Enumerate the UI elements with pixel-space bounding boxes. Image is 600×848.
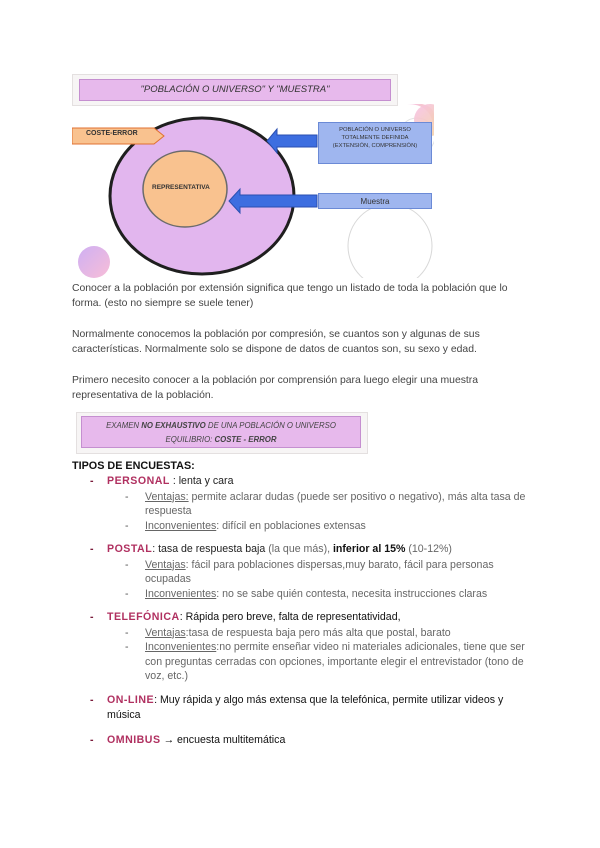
sub-bullet: -: [125, 558, 129, 571]
sub-bullet: -: [125, 587, 129, 600]
diagram-image: [72, 74, 434, 278]
diagram-title-frame: [72, 74, 398, 106]
inconvenientes-text: : difícil en poblaciones extensas: [216, 519, 366, 532]
exam-banner-line-1: [82, 419, 360, 433]
inconvenientes-text: : no se sabe quién contesta, necesita instrucciones claras: [216, 587, 488, 600]
ventajas-text: permite aclarar dudas (puede ser positivo o negativo), más alta tasa de respuesta: [145, 490, 526, 517]
postal-desc-1: : tasa de respuesta baja: [152, 543, 269, 555]
equilibrio-label: EQUILIBRIO:: [165, 435, 215, 444]
poblacion-box-line-2: TOTALMENTE DEFINIDA: [341, 135, 409, 141]
ventajas-label: Ventajas: [145, 626, 186, 639]
exam-banner-prefix: EXAMEN: [106, 421, 142, 430]
postal-desc-4: (10-12%): [405, 543, 452, 555]
item-personal: [90, 474, 530, 533]
telefonica-ventajas: [125, 626, 530, 641]
exam-banner-line-2: [82, 433, 360, 447]
bullet: -: [90, 734, 94, 746]
ventajas-text: :tasa de respuesta baja pero más alta que postal, barato: [185, 626, 451, 639]
diagram-title: "POBLACIÓN O UNIVERSO" Y "MUESTRA": [79, 79, 391, 101]
coste-error-label: COSTE-ERROR: [86, 130, 138, 137]
omnibus-desc: → encuesta multitemática: [160, 734, 286, 746]
personal-key: PERSONAL: [107, 475, 170, 487]
body-text: [72, 281, 532, 403]
exam-banner-emphasis: NO EXHAUSTIVO: [141, 421, 206, 430]
item-postal: [90, 542, 530, 601]
postal-desc-2: (la que más),: [268, 543, 333, 555]
personal-desc: : lenta y cara: [169, 475, 234, 487]
omnibus-key: OMNIBUS: [107, 734, 161, 746]
item-telefonica: [90, 610, 530, 684]
bullet: -: [90, 475, 94, 487]
item-omnibus: [90, 733, 530, 748]
paragraph-extension: Conocer a la población por extensión significa que tengo un listado de toda la población que lo forma. (esto no siempre se suele tener): [72, 283, 508, 309]
bullet: -: [90, 611, 94, 623]
muestra-box: Muestra: [318, 193, 432, 209]
personal-inconvenientes: [125, 519, 530, 534]
poblacion-box: [318, 122, 432, 164]
online-key: ON-LINE: [107, 694, 155, 706]
ventajas-label: Ventajas: [145, 558, 186, 571]
exam-banner-frame: [76, 412, 368, 454]
poblacion-box-line-3: (EXTENSIÓN, COMPRENSIÓN): [332, 143, 418, 149]
item-online: [90, 693, 530, 722]
inconvenientes-label: Inconvenientes: [145, 587, 217, 600]
inconvenientes-text: :no permite enseñar video ni materiales adicionales, tiene que ser con preguntas cerradas con opciones, importante elegir el entrevistador (tono de voz, etc.): [145, 641, 525, 682]
paragraph-comprension: Primero necesito conocer a la población por comprensión para luego elegir una muestra representativa de la población.: [72, 375, 479, 401]
exam-banner: [81, 416, 361, 448]
postal-key: POSTAL: [107, 543, 153, 555]
paragraph-compresion: Normalmente conocemos la población por compresión, se cuantos son y algunas de sus características. Normalmente solo se dispone de datos de cuantos son, su sexo y edad.: [72, 329, 480, 355]
postal-inconvenientes: [125, 587, 530, 602]
online-desc: : Muy rápida y algo más extensa que la telefónica, permite utilizar videos y música: [107, 694, 504, 721]
poblacion-box-line-1: POBLACIÓN O UNIVERSO: [339, 127, 411, 133]
personal-ventajas: [125, 490, 530, 519]
inconvenientes-label: Inconvenientes: [145, 641, 217, 653]
postal-ventajas: [125, 558, 530, 587]
exam-banner-suffix: DE UNA POBLACIÓN O UNIVERSO: [205, 421, 336, 430]
sub-bullet: -: [125, 641, 129, 653]
telefonica-inconvenientes: [125, 640, 530, 684]
sub-bullet: -: [125, 626, 129, 639]
telefonica-key: TELEFÓNICA: [107, 611, 180, 623]
inconvenientes-label: Inconvenientes: [145, 519, 217, 532]
ventajas-label: Ventajas:: [145, 490, 189, 503]
postal-desc-3: inferior al 15%: [332, 543, 406, 555]
sub-bullet: -: [125, 490, 129, 503]
bullet: -: [90, 694, 94, 706]
tipos-heading: TIPOS DE ENCUESTAS:: [72, 460, 195, 472]
telefonica-desc: : Rápida pero breve, falta de representatividad,: [179, 611, 401, 623]
representativa-label: REPRESENTATIVA: [152, 184, 210, 191]
coste-error-emphasis: COSTE - ERROR: [214, 435, 277, 444]
sub-bullet: -: [125, 519, 129, 532]
bullet: -: [90, 543, 94, 555]
ventajas-text: : fácil para poblaciones dispersas,muy barato, fácil para personas ocupadas: [145, 558, 494, 585]
